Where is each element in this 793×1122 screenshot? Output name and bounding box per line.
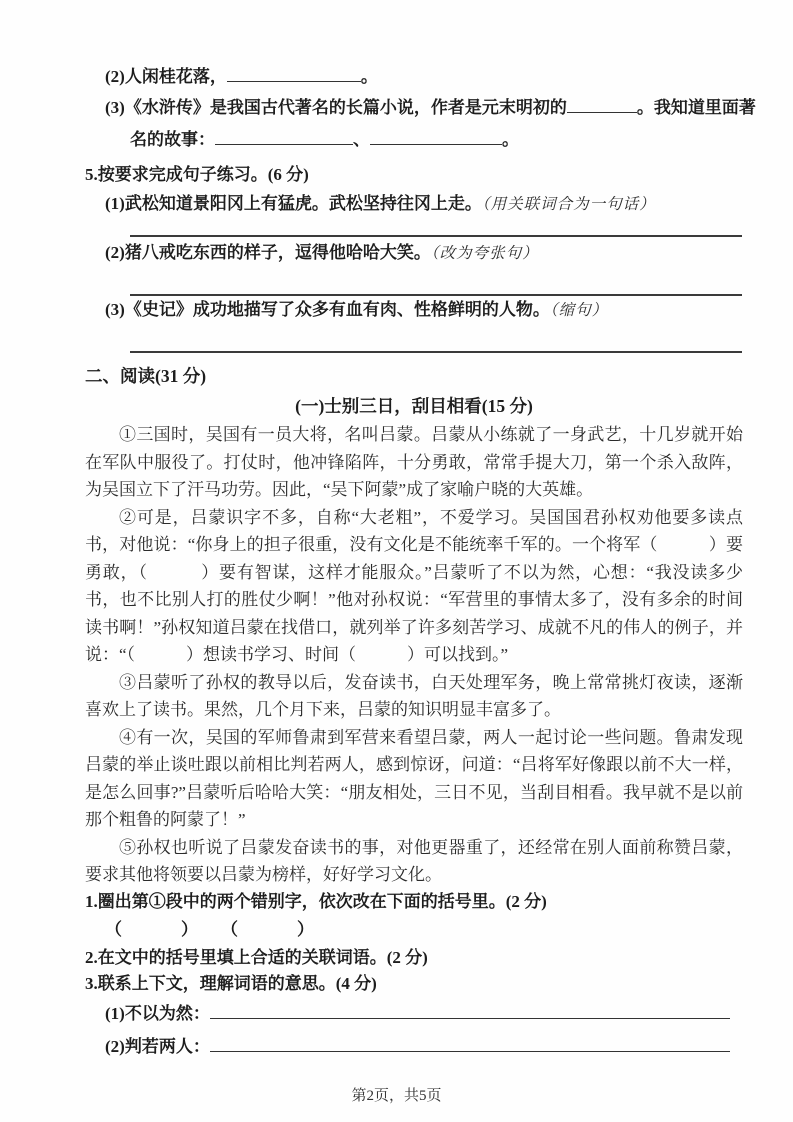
passage-paragraph-5: ⑤孙权也听说了吕蒙发奋读书的事，对他更器重了，还经常在别人面前称赞吕蒙，要求其他将领要以吕蒙为榜样，好好学习文化。 (85, 837, 743, 884)
q5-answer-line-3 (130, 325, 742, 353)
q4-item3-row-1 (85, 92, 756, 124)
q5-item-1-note: （用关联词合为一句话） (481, 196, 656, 213)
reading-q3-item-2 (85, 1030, 743, 1063)
q5-answer-line-2 (130, 268, 742, 296)
q4-item2-blank-line (227, 66, 361, 82)
q4-item3-blank-story-1 (215, 129, 353, 145)
q4-item3-text-1: (3)《水浒传》是我国古代著名的长篇小说，作者是元末明初的 (105, 98, 567, 117)
q4-item3-separator: 、 (353, 130, 370, 149)
q5-item-1-text: (1)武松知道景阳冈上有猛虎。武松坚持往冈上走。 (105, 194, 482, 213)
reading-q3-item-1-label: (1)不以为然： (105, 1003, 210, 1023)
reading-q1-answer-brackets: （ ） （ ） (105, 919, 316, 939)
q4-item2-period: 。 (360, 67, 378, 86)
q5-item-2-text: (2)猪八戒吃东西的样子，逗得他哈哈大笑。 (105, 243, 431, 262)
reading-q3-item-2-label: (2)判若两人： (105, 1036, 210, 1056)
passage-title: (一)士别三日，刮目相看(15 分) (295, 396, 533, 416)
reading-q3-item-1 (85, 997, 743, 1030)
reading-q1: 1.圈出第①段中的两个错别字，依次改在下面的括号里。(2 分) (85, 891, 547, 911)
page-number-footer: 第2页，共5页 (351, 1088, 442, 1104)
q4-item2-text: (2)人闲桂花落， (105, 67, 227, 86)
passage-paragraph-3: ③吕蒙听了孙权的教导以后，发奋读书，白天处理军务，晚上常常挑灯夜读，逐渐喜欢上了读书。果然，几个月下来，吕蒙的知识明显丰富多了。 (85, 672, 743, 719)
reading-section-heading: 二、阅读(31 分) (85, 366, 207, 386)
q5-item-1 (85, 190, 743, 219)
q4-item2-row (85, 62, 743, 92)
reading-q3-item-2-answer-line (210, 1036, 730, 1052)
q5-answer-line-1 (130, 219, 742, 237)
q4-item3-row-2 (85, 124, 743, 156)
reading-q3: 3.联系上下文，理解词语的意思。(4 分) (85, 973, 377, 993)
passage-paragraph-2: ②可是，吕蒙识字不多，自称“大老粗”，不爱学习。吴国国君孙权劝他要多读点书，对他说：“你身上的担子很重，没有文化是不能统率千军的。一个将军（ ）要勇敢，（ ）要有智谋，这样才能服众。”吕蒙听了不以为然，心想：“我没读多少书，也不比别人打的胜仗少啊！”他对孙权说：“军营里的事情太多了，没有多余的时间读书啊！”孙权知道吕蒙在找借口，就列举了许多刻苦学习、成就不凡的伟人的例子，并说：“（ ）想读书学习、时间（ ）可以找到。” (85, 507, 743, 664)
q4-item3-blank-story-2 (370, 129, 502, 145)
passage-paragraph-1: ①三国时，吴国有一员大将，名叫吕蒙。吕蒙从小练就了一身武艺，十几岁就开始在军队中服役了。打仗时，他冲锋陷阵，十分勇敢，常常手提大刀，第一个杀入敌阵，为吴国立下了汗马功劳。因此，“吴下阿蒙”成了家喻户晓的大英雄。 (85, 425, 743, 499)
q4-item3-text-2: 。我知道里面著 (636, 98, 756, 117)
q4-item3-period: 。 (502, 130, 519, 149)
q5-item-3-note: （缩句） (549, 302, 609, 319)
q4-item3-blank-author (567, 97, 637, 113)
q5-item-2 (85, 239, 743, 268)
q4-item3-text-3: 名的故事： (130, 130, 215, 149)
reading-q2: 2.在文中的括号里填上合适的关联词语。(2 分) (85, 947, 428, 967)
exam-content (85, 62, 756, 1063)
q5-item-3-text: (3)《史记》成功地描写了众多有血有肉、性格鲜明的人物。 (105, 300, 550, 319)
q5-heading: 5.按要求完成句子练习。(6 分) (85, 165, 309, 184)
q5-item-3 (85, 296, 743, 325)
passage-paragraph-4: ④有一次，吴国的军师鲁肃到军营来看望吕蒙，两人一起讨论一些问题。鲁肃发现吕蒙的举止谈吐跟以前相比判若两人，感到惊讶，问道：“吕将军好像跟以前不大一样，是怎么回事?”吕蒙听后哈哈大笑：“朋友相处，三日不见，当刮目相看。我早就不是以前那个粗鲁的阿蒙了！” (85, 727, 743, 829)
passage-body (85, 421, 743, 889)
reading-q3-item-1-answer-line (210, 1003, 730, 1019)
q5-item-2-note: （改为夸张句） (430, 245, 539, 262)
